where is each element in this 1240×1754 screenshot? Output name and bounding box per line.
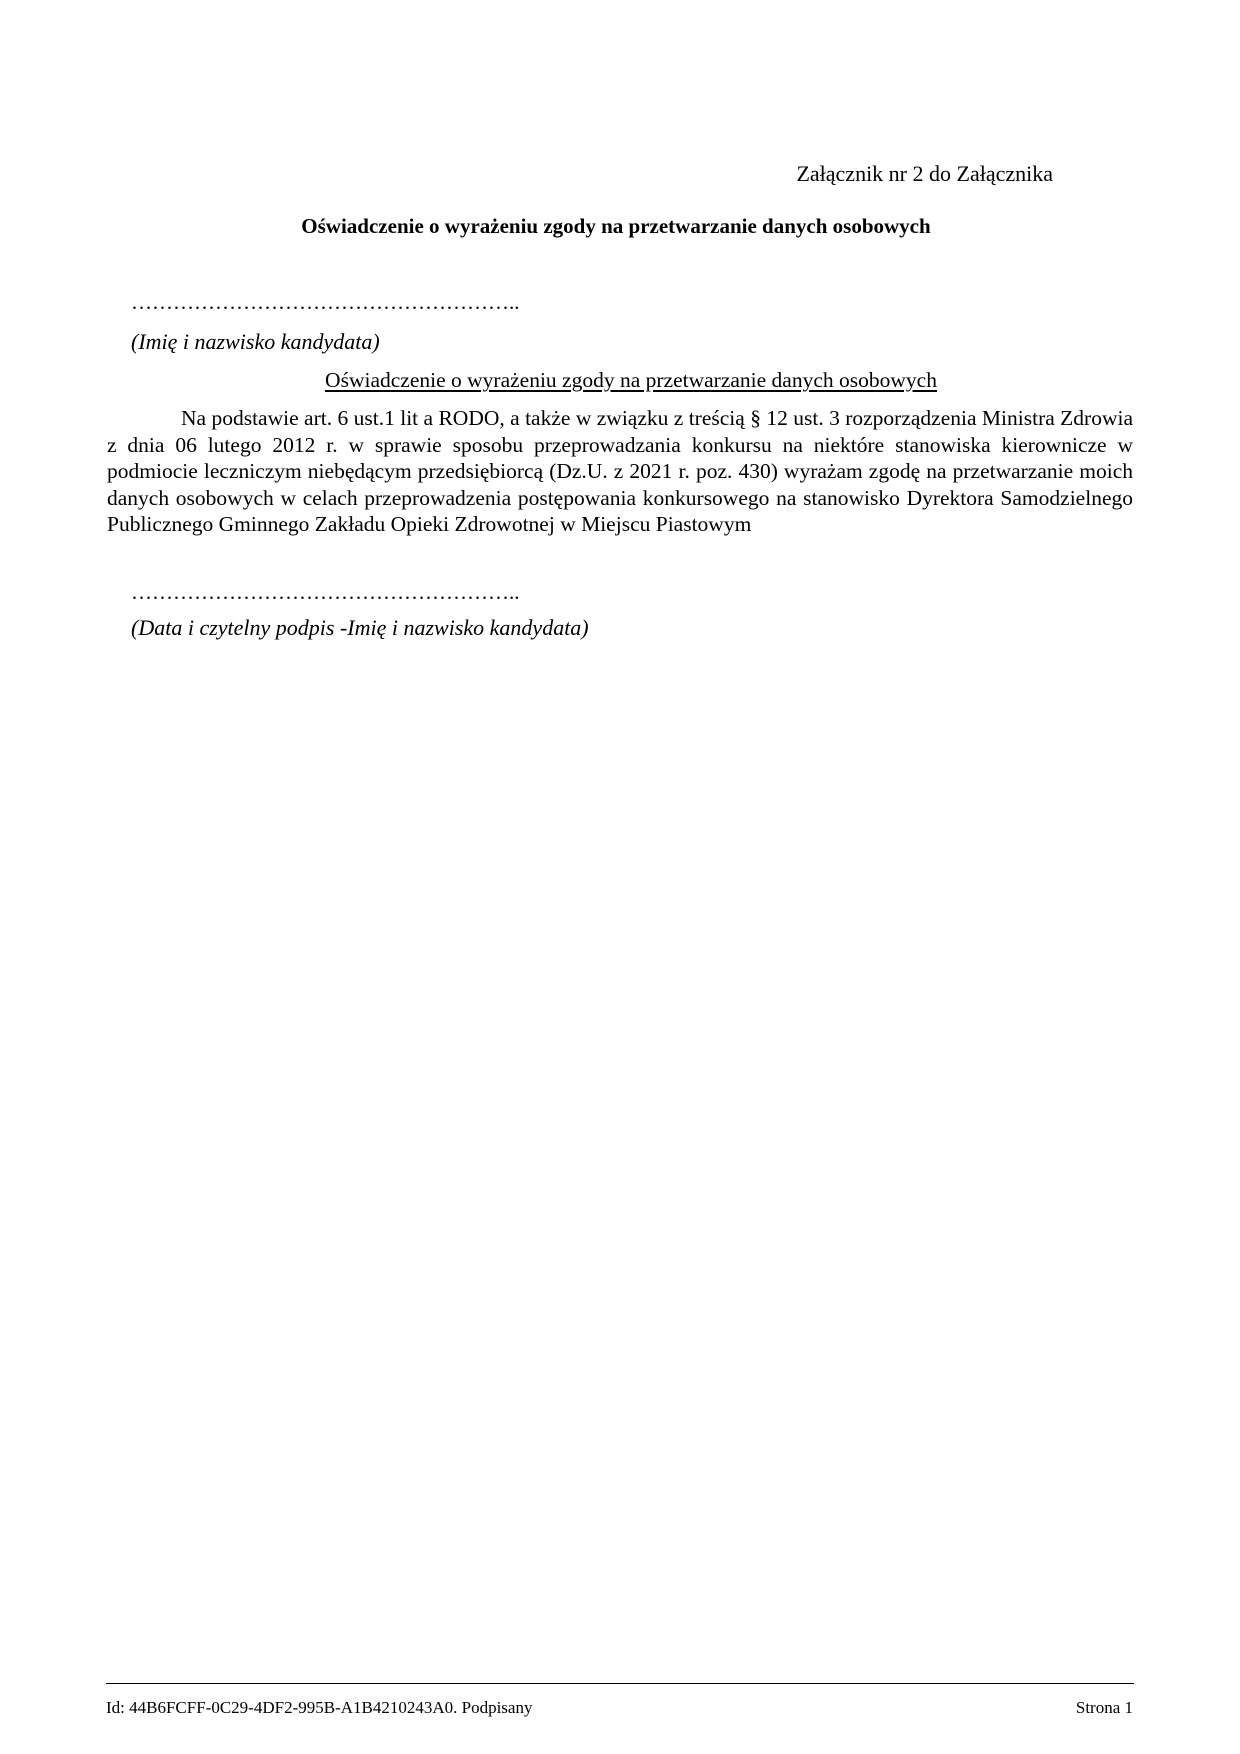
signature-caption: (Data i czytelny podpis -Imię i nazwisko kandydata) [131,615,589,640]
candidate-name-dotted-line: ……………………………………………….. [131,290,520,314]
attachment-label: Załącznik nr 2 do Załącznika [796,161,1053,186]
candidate-name-caption: (Imię i nazwisko kandydata) [131,329,380,354]
consent-paragraph: Na podstawie art. 6 ust.1 lit a RODO, a także w związku z treścią § 12 ust. 3 rozporządzenia Ministra Zdrowia z dnia 06 lutego 2012 r. w sprawie sposobu przeprowadzania konkursu na niektóre stanowiska kierownicze w podmiocie leczniczym niebędącym przedsiębiorcą (Dz.U. z 2021 r. poz. 430) wyrażam zgodę na przetwarzanie moich danych osobowych w celach przeprowadzenia postępowania konkursowego na stanowisko Dyrektora Samodzielnego Publicznego Gminnego Zakładu Opieki Zdrowotnej w Miejscu Piastowym [107,406,1133,536]
document-title [0,212,1240,240]
footer-divider [106,1683,1134,1684]
footer-page-number: Strona 1 [1075,1698,1133,1717]
document-title-text: Oświadczenie o wyrażeniu zgody na przetwarzanie danych osobowych [301,214,931,238]
signature-dotted-line: ……………………………………………….. [131,580,520,604]
footer-document-id: Id: 44B6FCFF-0C29-4DF2-995B-A1B4210243A0. Podpisany [106,1698,533,1717]
statement-subheading [0,366,1240,394]
statement-subheading-text: Oświadczenie o wyrażeniu zgody na przetwarzanie danych osobowych [325,368,937,392]
